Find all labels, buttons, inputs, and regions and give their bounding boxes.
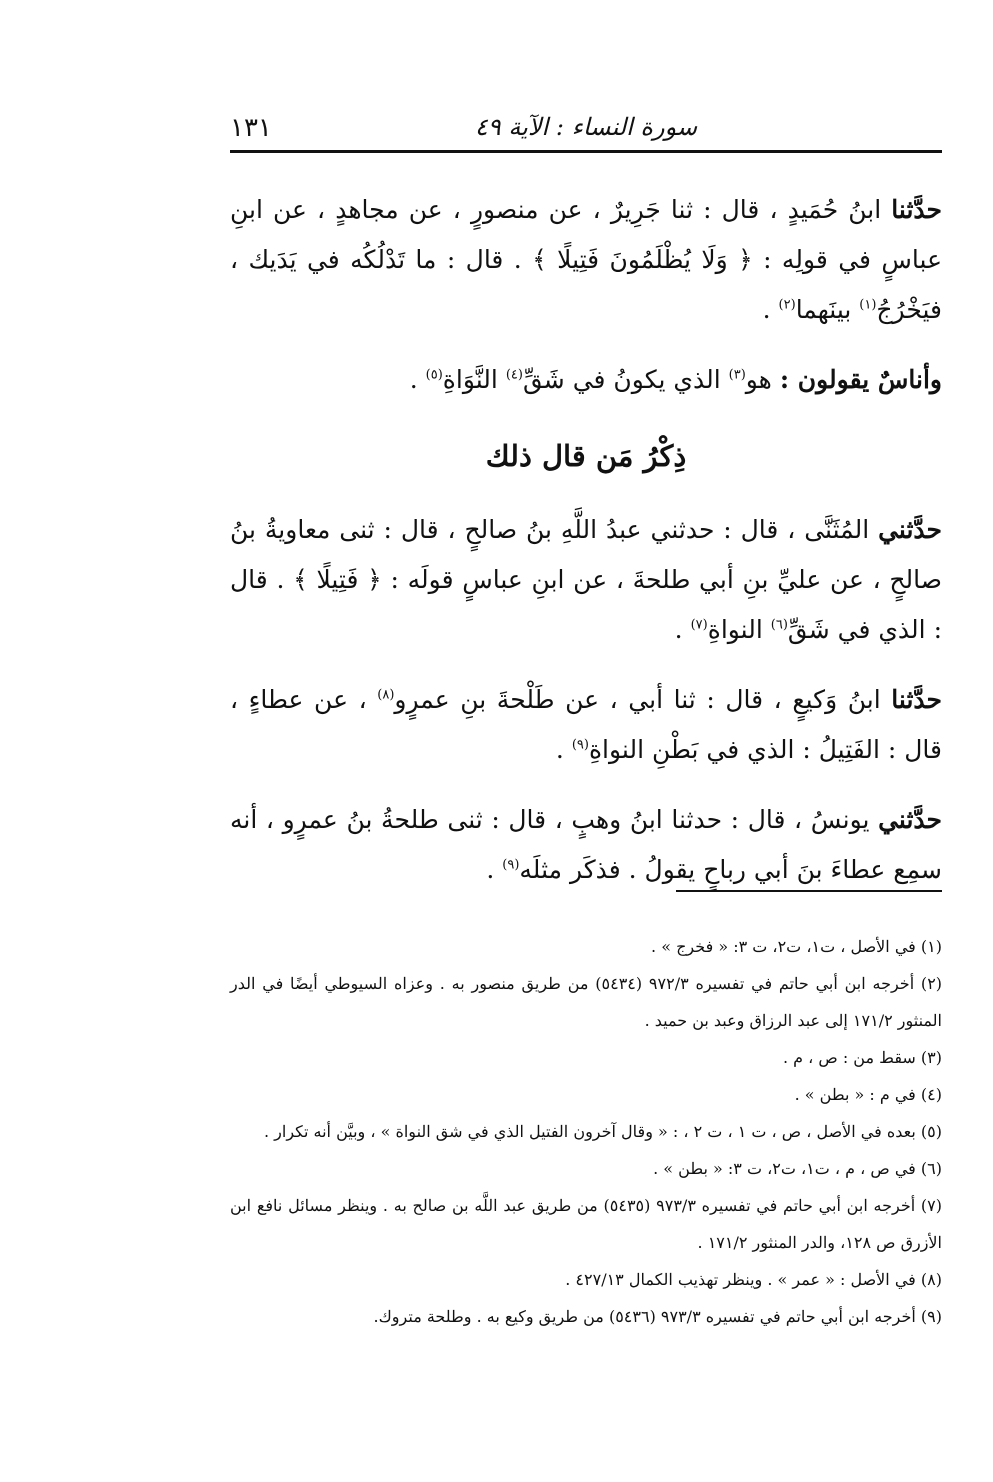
footnote-1: (١) في الأصل ، ت١، ت٢، ت ٣: « فخرج » . [651, 937, 942, 956]
paragraph-text: يونسُ ، قال : حدثنا ابنُ وهبٍ ، قال : ثنى طلحةُ بنُ عمرٍو ، أنه سمِع عطاءَ بنَ أبي رباحٍ يقولُ . فذكَر مثلَه [230, 805, 942, 884]
footnote-6: (٦) في ص ، م ، ت١، ت٢، ت ٣: « بطن » . [653, 1159, 942, 1178]
footnote-3: (٣) سقط من : ص ، م . [782, 1048, 942, 1067]
paragraph-text: . [486, 855, 495, 884]
footnote-ref: (٦) [770, 617, 788, 633]
paragraph-text: . [409, 365, 418, 394]
paragraph-text: النواةِ [707, 615, 763, 644]
paragraph-text: الذي يكونُ في شَقِّ [522, 365, 721, 394]
footnote-ref: (٣) [728, 367, 746, 383]
section-heading: ذِكْرُ مَن قال ذلك [485, 439, 687, 473]
paragraph-4 [230, 675, 942, 775]
footnote-8: (٨) في الأصل : « عمر » . وينظر تهذيب الكمال ٤٢٧/١٣ . [565, 1270, 942, 1289]
footnote-7: (٧) أخرجه ابن أبي حاتم في تفسيره ٩٧٣/٣ (٥٤٣٥) من طريق عبد اللَّه بن صالح به . وينظر مسائل نافع ابن الأزرق ص ١٢٨، والدر المنثور ١٧١/٢ . [230, 1196, 943, 1252]
footnotes [230, 928, 942, 1335]
footnote-9: (٩) أخرجه ابن أبي حاتم في تفسيره ٩٧٣/٣ (٥٤٣٦) من طريق وكيع به . وطلحة متروك. [373, 1307, 942, 1326]
footnote-ref: (٢) [778, 297, 796, 313]
paragraph-text: ابنُ حُمَيدٍ ، قال : ثنا جَرِيرٌ ، عن منصورٍ ، عن مجاهدٍ ، عن ابنِ عباسٍ في قولِه : ﴿ وَلَا يُظْلَمُونَ فَتِيلًا ﴾ . قال : ما تَدْلُكُه في يَدَيك ، فيَخْرُجُ [230, 195, 942, 324]
footnote-2: (٢) أخرجه ابن أبي حاتم في تفسيره ٩٧٢/٣ (٥٤٣٤) من طريق منصور به . وعزاه السيوطي أيضًا في الدر المنثور ١٧١/٢ إلى عبد الرزاق وعبد بن حميد . [230, 974, 943, 1030]
paragraph-text: . [674, 615, 683, 644]
footnote-ref: (٨) [377, 687, 395, 703]
paragraph-lead: وأناسٌ يقولون : [779, 365, 942, 394]
paragraph-lead: حدَّثنا [891, 685, 942, 714]
main-text [230, 185, 942, 895]
paragraph-3 [230, 505, 942, 655]
footnote-ref: (٩) [571, 737, 589, 753]
paragraph-text: ، عن عطاءٍ ، قال : الفَتِيلُ : الذي في بَطْنِ النواةِ [230, 685, 942, 764]
footnote-5: (٥) بعده في الأصل ، ص ، ت ١ ، ت ٢ ، : « وقال آخرون الفتيل الذي في شق النواة » ، وبيَّن أنه تكرار . [263, 1122, 942, 1141]
paragraph-text: ابنُ وَكيعٍ ، قال : ثنا أبي ، عن طَلْحةَ بنِ عمرٍو [394, 685, 881, 714]
paragraph-text: المُثَنَّى ، قال : حدثني عبدُ اللَّهِ بنُ صالحٍ ، قال : ثنى معاويةُ بنُ صالحٍ ، عن عليِّ بنِ أبي طلحةَ ، عن ابنِ عباسٍ قولَه : ﴿ فَتِيلًا ﴾ . قال : الذي في شَقِّ [230, 515, 942, 644]
footnote-separator [676, 890, 942, 892]
paragraph-lead: حدَّثنا [891, 195, 942, 224]
paragraph-5 [230, 795, 942, 895]
paragraph-text: . [555, 735, 564, 764]
page-header [230, 105, 942, 145]
header-rule [230, 150, 942, 153]
paragraph-text: النَّوَاةِ [442, 365, 498, 394]
footnote-4: (٤) في م : « بطن » . [794, 1085, 942, 1104]
footnote-ref: (٤) [505, 367, 523, 383]
paragraph-lead: حدَّثني [878, 805, 942, 834]
page-number: ١٣١ [230, 113, 272, 143]
paragraph-text: بينَهما [795, 295, 852, 324]
footnote-ref: (٥) [425, 367, 443, 383]
paragraph-2 [230, 355, 942, 405]
paragraph-lead: حدَّثني [878, 515, 942, 544]
footnote-ref: (٩) [502, 857, 520, 873]
running-title: سورة النساء : الآية ٤٩ [474, 113, 698, 141]
paragraph-text: هو [745, 365, 772, 394]
footnote-ref: (٧) [690, 617, 708, 633]
paragraph-text: . [762, 295, 771, 324]
footnote-ref: (١) [859, 297, 877, 313]
paragraph-1 [230, 185, 942, 335]
